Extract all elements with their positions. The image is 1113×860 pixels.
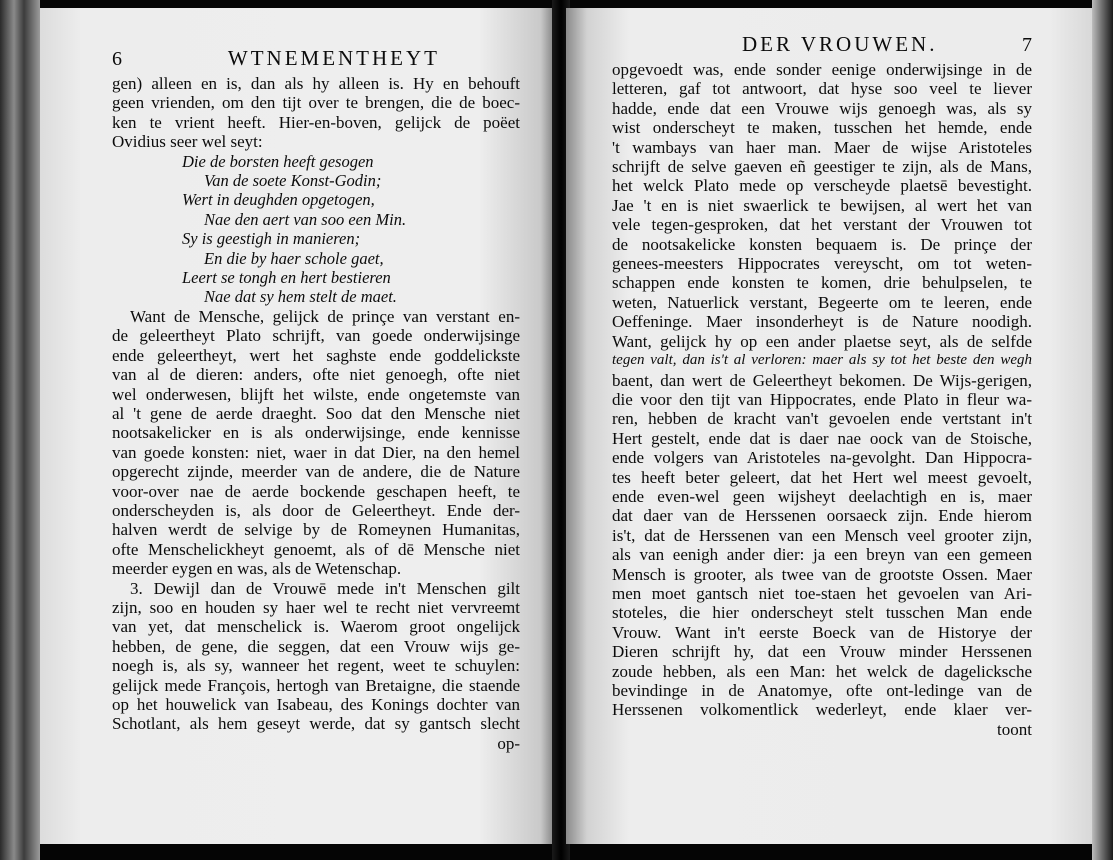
text-line: Hert gestelt, ende dat is daer nae oock van de Stoische, bbox=[612, 428, 1032, 448]
text-line: Want, gelijck hy op een ander plaetse seyt, als de selfde bbox=[612, 331, 1032, 351]
text-line: gen) alleen en is, dan als hy alleen is. Hy en behouft bbox=[112, 74, 520, 93]
verse-line: Van de soete Konst-Godin; bbox=[204, 171, 382, 191]
text-line: ren, hebben de kracht van't gevoelen ende vertstant in't bbox=[612, 409, 1032, 429]
text-line: hadde, ende dat een Vrouwe wijs genoegh was, als sy bbox=[612, 98, 1032, 118]
text-line: baent, dan wert de Geleertheyt bekomen. De Wijs-gerigen, bbox=[612, 370, 1032, 390]
text-line: bevindinge in de Anatomye, ofte ont-ledinge van de bbox=[612, 681, 1032, 700]
verse-line: Sy is geestigh in manieren; bbox=[182, 229, 361, 249]
text-line: al 't gene de aerde draeght. Soo dat den Mensche niet bbox=[112, 403, 520, 423]
right-page-number: 7 bbox=[1022, 34, 1032, 56]
text-line: letteren, gaf tot antwoort, dat hyse soo veel te liever bbox=[612, 79, 1032, 99]
text-line: tes heeft beter geleert, dat het Hert wel meest gevoelt, bbox=[612, 467, 1032, 487]
text-line: gelijck mede François, hertogh van Bretaigne, die staende bbox=[112, 675, 520, 695]
text-line: die voor den tijt van Hippocrates, ende Plato in fleur wa- bbox=[612, 389, 1032, 409]
text-line: zijn, soo en houden sy haer wel te recht niet vervreemt bbox=[112, 597, 520, 617]
text-line: weten, Natuerlick verstant, Begeerte om te leeren, ende bbox=[612, 292, 1032, 312]
left-prose-bottom bbox=[112, 307, 520, 753]
text-line: 3. Dewijl dan de Vrouwē mede in't Menschen gilt bbox=[130, 578, 520, 598]
text-line: nootsakelicker en is als onderwijsinge, ende kennisse bbox=[112, 423, 520, 443]
right-running-title: DER VROUWEN. bbox=[742, 32, 938, 56]
right-running-head bbox=[612, 32, 1032, 60]
text-line: 't wambays van haer man. Maer de wijse Aristoteles bbox=[612, 137, 1032, 157]
text-line: schappen ende konsten te komen, drie behulpselen, te bbox=[612, 273, 1032, 293]
text-line: op het houwelick van Isabeau, des Konings dochter van bbox=[112, 695, 520, 714]
text-line: Oeffeninge. Maer insonderheyt is de Nature noodigh. bbox=[612, 312, 1032, 332]
text-line: meerder eygen en was, als de Wetenschap. bbox=[112, 559, 402, 579]
text-line: schrijft de selve gaeven eñ geestiger te zijn, als de Mans, bbox=[612, 157, 1032, 177]
text-line: onderscheyden is, als door de Geleertheyt. Ende der- bbox=[112, 500, 520, 520]
text-line: wel onderwesen, blijft het wilste, ende ongetemste van bbox=[112, 384, 520, 404]
text-line: ofte Menschelickheyt genoemt, als of dē Mensche niet bbox=[112, 539, 520, 559]
text-line: de geleertheyt Plato schrijft, van goede onderwijsinge bbox=[112, 326, 520, 346]
text-line: de nootsakelicke konsten bequaem is. De prinçe der bbox=[612, 234, 1032, 254]
text-line: dat daer van de Herssenen oorsaeck zijn. Ende hierom bbox=[612, 506, 1032, 526]
text-line: Mensch is grooter, als twee van de grootste Ossen. Maer bbox=[612, 564, 1032, 584]
text-line: ken te vrient heeft. Hier-en-boven, gelijck de poëet bbox=[112, 112, 520, 132]
text-line: Jae 't en is niet swaerlick te bewijsen, al wert het van bbox=[612, 195, 1032, 215]
text-line: zoude hebben, als een Man: het welck de dagelicksche bbox=[612, 661, 1032, 681]
left-running-title: WTNEMENTHEYT bbox=[227, 46, 440, 70]
text-line: is't, dat de Herssenen van een Mensch veel grooter zijn, bbox=[612, 525, 1032, 545]
verse-line: Die de borsten heeft gesogen bbox=[182, 151, 374, 171]
text-line: opgerecht zijnde, meerder van de andere, die de Nature bbox=[112, 462, 520, 482]
text-line: vele tegen-gesproken, dat het verstant der Vrouwen tot bbox=[612, 215, 1032, 235]
text-line: ende even-wel geen wijsheyt deelachtigh en is, maer bbox=[612, 486, 1032, 506]
text-line: voor-over nae de aerde bockende geschapen heeft, te bbox=[112, 481, 520, 501]
book-edge-right bbox=[1092, 0, 1113, 860]
verse-line: Nae den aert van soo een Min. bbox=[204, 209, 407, 229]
text-line: van goede konsten: niet, waer in dat Dier, na den hemel bbox=[112, 442, 520, 462]
catchword: op- bbox=[497, 733, 520, 753]
text-line: Dieren schrijft hy, dat een Vrouw minder Herssenen bbox=[612, 642, 1032, 662]
text-line: geen vrienden, om den tijt over te brengen, die de boec- bbox=[112, 93, 520, 113]
text-line: van yet, dat menschelick is. Waerom groot ongelijck bbox=[112, 617, 520, 637]
text-line: genees-meesters Hippocrates vereyscht, om tot weten- bbox=[612, 254, 1032, 274]
verse-line: Nae dat sy hem stelt de maet. bbox=[204, 287, 397, 307]
text-line: Vrouw. Want in't eerste Boeck van de Historye der bbox=[612, 622, 1032, 642]
right-page bbox=[566, 8, 1092, 844]
verse-line: Wert in deughden opgetogen, bbox=[182, 190, 375, 210]
verse-line: En die by haer schole gaet, bbox=[204, 248, 384, 268]
right-prose bbox=[612, 60, 1032, 739]
verse-line: Leert se tongh en hert bestieren bbox=[182, 268, 391, 288]
text-line: tegen valt, dan is't al verloren: maer als sy tot het beste den wegh bbox=[612, 352, 1032, 369]
text-line: van al de dieren: anders, ofte niet genoegh, ofte niet bbox=[112, 365, 520, 385]
text-line: Ovidius seer wel seyt: bbox=[112, 132, 263, 152]
text-line: men moet gantsch niet toe-staen het gevoelen van Ari- bbox=[612, 583, 1032, 603]
text-line: Want de Mensche, gelijck de prinçe van verstant en- bbox=[130, 306, 520, 326]
left-running-head bbox=[112, 46, 520, 74]
left-page bbox=[40, 8, 556, 844]
text-line: ende geleertheyt, wert het saghste ende goddelickste bbox=[112, 345, 520, 365]
book-edge-left bbox=[0, 0, 40, 860]
text-line: wist onderscheyt te maken, tusschen het hemde, ende bbox=[612, 118, 1032, 138]
verse-block bbox=[112, 152, 520, 307]
text-line: stoteles, die hier onderscheyt stelt tusschen Man ende bbox=[612, 603, 1032, 623]
text-line: Herssenen volkomentlick wederleyt, ende klaer ver- bbox=[612, 700, 1032, 720]
text-line: het welck Plato mede op verscheyde plaetsē bevestight. bbox=[612, 176, 1032, 196]
text-line: als van eenigh ander dier: ja een breyn van een gemeen bbox=[612, 545, 1032, 565]
text-line: opgevoedt was, ende sonder eenige onderwijsinge in de bbox=[612, 60, 1032, 79]
left-prose-top bbox=[112, 74, 520, 152]
text-line: ende volgers van Aristoteles na-gevolght. Dan Hippocra- bbox=[612, 448, 1032, 468]
left-page-number: 6 bbox=[112, 48, 122, 70]
catchword: toont bbox=[997, 719, 1032, 739]
text-line: noegh is, als sy, wanneer het regent, weet te schuylen: bbox=[112, 656, 520, 676]
text-line: Schotlant, als hem geseyt werde, dat sy gantsch slecht bbox=[112, 714, 520, 734]
text-line: halven werdt de selvige by de Romeynen Humanitas, bbox=[112, 520, 520, 540]
text-line: hebben, de gene, die seggen, dat een Vrouw wijs ge- bbox=[112, 636, 520, 656]
